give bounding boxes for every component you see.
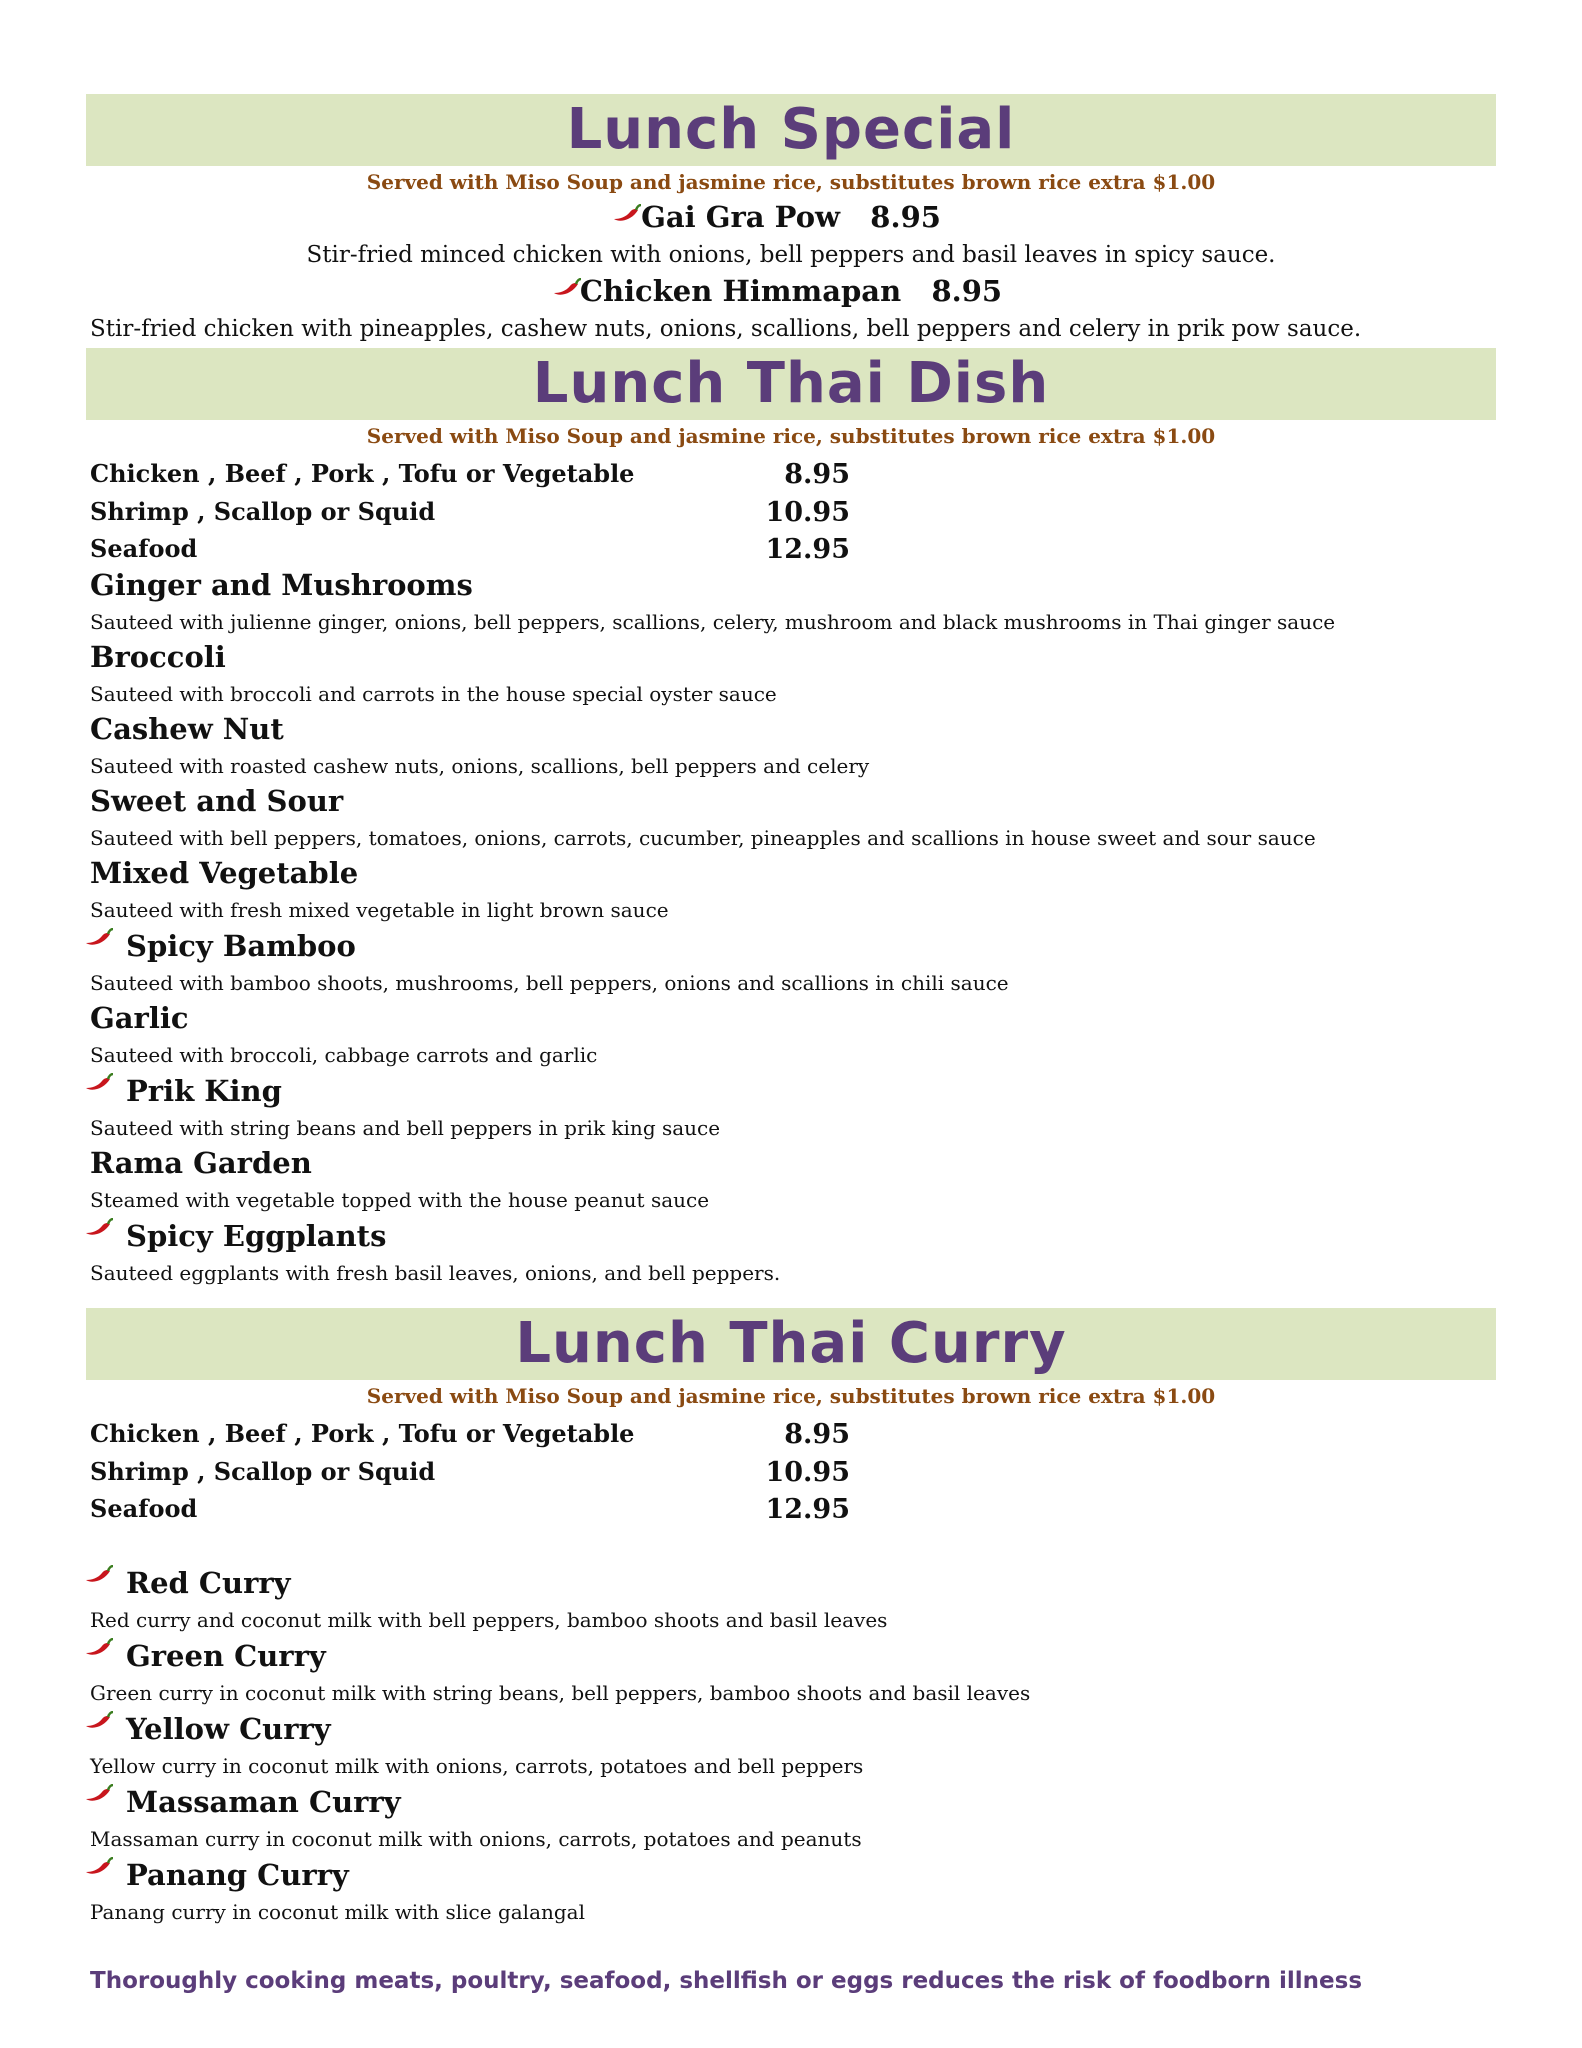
chili-pepper-icon — [84, 1218, 114, 1238]
dish-desc: Sauteed with bell peppers, tomatoes, onions, carrots, cucumber, pineapples and scallions in house sweet and sour sauce — [90, 826, 1316, 850]
price-value: 8.95 — [784, 459, 850, 490]
dish-name: Green Curry — [126, 1639, 326, 1673]
dish-desc: Sauteed with broccoli, cabbage carrots and garlic — [90, 1043, 598, 1067]
dish-name: Panang Curry — [126, 1858, 349, 1892]
special-item-gai-gra-pow — [86, 200, 1496, 234]
dish-name: Spicy Bamboo — [126, 929, 356, 963]
dish-name: Spicy Eggplants — [126, 1219, 387, 1253]
lunch-thai-curry-note: Served with Miso Soup and jasmine rice, substitutes brown rice extra $1.00 — [366, 1384, 1216, 1408]
special-item-name: Gai Gra Pow — [641, 200, 840, 234]
price-row — [90, 1494, 850, 1528]
price-row — [90, 1457, 850, 1491]
price-value: 12.95 — [765, 1494, 850, 1525]
price-row — [90, 1419, 850, 1453]
dish-name: Prik King — [126, 1074, 282, 1108]
dish-desc: Sauteed with string beans and bell peppers in prik king sauce — [90, 1116, 721, 1140]
special-item-price: 8.95 — [931, 274, 1003, 308]
dish-desc: Sauteed with bamboo shoots, mushrooms, bell peppers, onions and scallions in chili sauce — [90, 971, 1009, 995]
chili-pepper-icon — [84, 928, 114, 948]
dish-name: Sweet and Sour — [90, 784, 344, 818]
price-label: Shrimp , Scallop or Squid — [90, 1457, 436, 1486]
lunch-thai-dish-banner — [86, 348, 1496, 420]
price-value: 10.95 — [765, 1457, 850, 1488]
dish-name: Broccoli — [90, 640, 226, 674]
dish-name: Cashew Nut — [90, 712, 284, 746]
special-item-name: Chicken Himmapan — [579, 274, 902, 308]
dish-name: Mixed Vegetable — [90, 856, 359, 890]
dish-name: Garlic — [90, 1001, 189, 1035]
price-value: 10.95 — [765, 497, 850, 528]
special-item-price: 8.95 — [870, 200, 941, 234]
lunch-thai-curry-title: Lunch Thai Curry — [515, 1311, 1067, 1376]
price-label: Seafood — [90, 534, 198, 563]
dish-desc: Sauteed with julienne ginger, onions, bell peppers, scallions, celery, mushroom and black mushrooms in Thai ginger sauce — [90, 610, 1336, 634]
chili-pepper-icon — [84, 1857, 114, 1877]
dish-desc: Green curry in coconut milk with string beans, bell peppers, bamboo shoots and basil leaves — [90, 1681, 1031, 1705]
price-label: Chicken , Beef , Pork , Tofu or Vegetable — [90, 1419, 635, 1448]
lunch-thai-dish-note: Served with Miso Soup and jasmine rice, substitutes brown rice extra $1.00 — [366, 424, 1216, 448]
chili-pepper-icon — [84, 1711, 114, 1731]
dish-name: Massaman Curry — [126, 1785, 401, 1819]
price-label: Shrimp , Scallop or Squid — [90, 497, 436, 526]
dish-desc: Red curry and coconut milk with bell peppers, bamboo shoots and basil leaves — [90, 1608, 888, 1632]
price-value: 12.95 — [765, 534, 850, 565]
lunch-special-title: Lunch Special — [566, 97, 1016, 162]
price-row — [90, 534, 850, 568]
lunch-special-banner — [86, 94, 1496, 166]
chili-pepper-icon — [84, 1638, 114, 1658]
dish-desc: Panang curry in coconut milk with slice galangal — [90, 1900, 585, 1924]
dish-name: Red Curry — [126, 1566, 291, 1600]
lunch-thai-dish-title: Lunch Thai Dish — [532, 351, 1050, 416]
dish-desc: Steamed with vegetable topped with the house peanut sauce — [90, 1188, 710, 1212]
food-safety-footer: Thoroughly cooking meats, poultry, seafood, shellfish or eggs reduces the risk of foodborn illness — [90, 1968, 1363, 1994]
price-label: Seafood — [90, 1494, 198, 1523]
lunch-special-note: Served with Miso Soup and jasmine rice, substitutes brown rice extra $1.00 — [366, 170, 1216, 194]
price-row — [90, 459, 850, 493]
dish-desc: Massaman curry in coconut milk with onions, carrots, potatoes and peanuts — [90, 1827, 862, 1851]
dish-name: Rama Garden — [90, 1146, 312, 1180]
special-item-desc: Stir-fried minced chicken with onions, bell peppers and basil leaves in spicy sauce. — [306, 242, 1276, 268]
chili-pepper-icon — [84, 1073, 114, 1093]
dish-name: Ginger and Mushrooms — [90, 568, 473, 602]
dish-desc: Sauteed with roasted cashew nuts, onions, scallions, bell peppers and celery — [90, 754, 870, 778]
dish-desc: Yellow curry in coconut milk with onions, carrots, potatoes and bell peppers — [90, 1754, 864, 1778]
dish-desc: Sauteed eggplants with fresh basil leaves, onions, and bell peppers. — [90, 1261, 781, 1285]
special-item-desc: Stir-fried chicken with pineapples, cashew nuts, onions, scallions, bell peppers and celery in prik pow sauce. — [90, 316, 1362, 342]
price-label: Chicken , Beef , Pork , Tofu or Vegetable — [90, 459, 635, 488]
price-row — [90, 497, 850, 531]
chili-pepper-icon — [84, 1784, 114, 1804]
dish-name: Yellow Curry — [126, 1712, 331, 1746]
price-value: 8.95 — [784, 1419, 850, 1450]
dish-desc: Sauteed with broccoli and carrots in the house special oyster sauce — [90, 682, 777, 706]
special-item-chicken-himmapan — [86, 274, 1496, 308]
dish-desc: Sauteed with fresh mixed vegetable in light brown sauce — [90, 898, 669, 922]
lunch-thai-curry-banner — [86, 1308, 1496, 1380]
chili-pepper-icon — [84, 1565, 114, 1585]
